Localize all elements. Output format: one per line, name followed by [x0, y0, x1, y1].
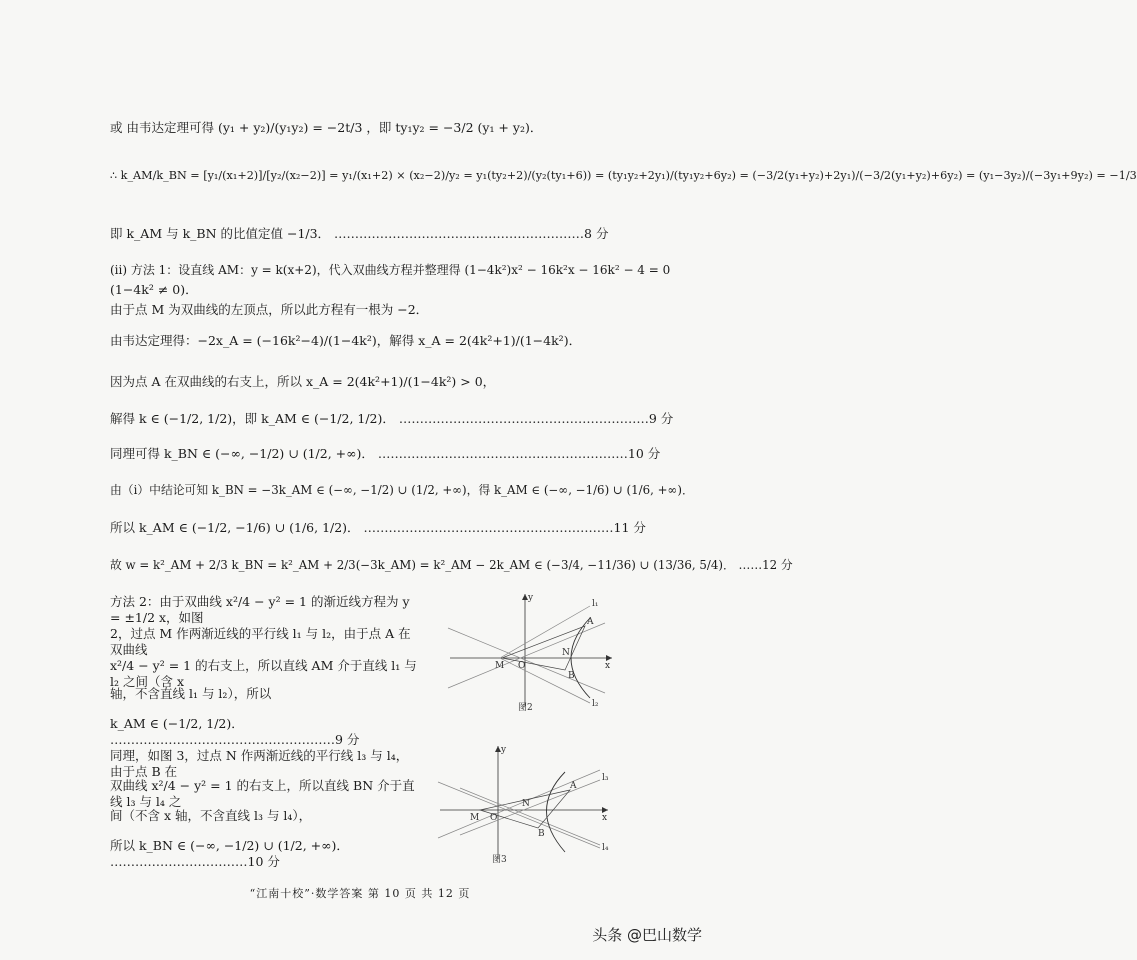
- figure-2-caption: 图2: [518, 703, 533, 713]
- text-line-ratio-constant: 即 k_AM 与 k_BN 的比值定值 −1/3． ……………………………………………………8 分: [110, 226, 609, 241]
- text-line-method2-excluding-3: 间（不含 x 轴，不含直线 l₃ 与 l₄），: [110, 808, 312, 823]
- page-footer: “江南十校”·数学答案 第 10 页 共 12 页: [249, 887, 471, 900]
- text-line-method2-between: x²/4 − y² = 1 的右支上，所以直线 AM 介于直线 l₁ 与 l₂ 之间（含 x: [110, 658, 417, 689]
- text-line-kam-final: 所以 k_AM ∈ (−1/2, −1/6) ∪ (1/6, 1/2)． ……………………………………………………11 分: [110, 520, 646, 535]
- label-y: y: [528, 593, 534, 603]
- label-b: B: [568, 671, 575, 681]
- label-l2: l₂: [592, 699, 599, 709]
- label-l4: l₄: [602, 843, 609, 853]
- label-y: y: [501, 745, 507, 755]
- watermark: 头条 @巴山数学: [592, 926, 702, 944]
- text-line-k-range: 解得 k ∈ (−1/2, 1/2)，即 k_AM ∈ (−1/2, 1/2)． ……………………………………………………9 分: [110, 411, 674, 426]
- label-b: B: [538, 829, 545, 839]
- text-line-condition: (1−4k² ≠ 0)．: [110, 282, 198, 297]
- asymptote-line: [448, 623, 605, 688]
- label-l1: l₁: [592, 599, 599, 609]
- label-n: N: [522, 799, 530, 809]
- label-a: A: [570, 781, 577, 791]
- text-line-conclusion-i: 由（i）中结论可知 k_BN = −3k_AM ∈ (−∞, −1/2) ∪ (1/2, +∞)，得 k_AM ∈ (−∞, −1/6) ∪ (1/6, +∞)．: [110, 483, 694, 497]
- text-line-method2-asymptotes: 方法 2：由于双曲线 x²/4 − y² = 1 的渐近线方程为 y = ±1/2 x，如图: [110, 594, 410, 625]
- label-m: M: [495, 661, 505, 671]
- line-l1: [500, 606, 590, 658]
- asymptote-line: [438, 782, 600, 848]
- label-o: O: [490, 813, 498, 823]
- figure-3-caption: 图3: [492, 855, 507, 865]
- line-l3: [460, 780, 600, 835]
- text-line-right-branch: 因为点 A 在双曲线的右支上，所以 x_A = 2(4k²+1)/(1−4k²) > 0，: [110, 374, 496, 389]
- text-line-left-vertex-root: 由于点 M 为双曲线的左顶点，所以此方程有一根为 −2．: [110, 302, 429, 317]
- label-x: x: [605, 661, 611, 671]
- text-line-method2-fig3: 同理，如图 3，过点 N 作两渐近线的平行线 l₃ 与 l₄，由于点 B 在: [110, 748, 409, 779]
- figure-2: [440, 588, 620, 713]
- text-line-solve-xa: 由韦达定理得：−2x_A = (−16k²−4)/(1−4k²)，解得 x_A = 2(4k²+1)/(1−4k²)．: [110, 333, 582, 348]
- label-o: O: [518, 661, 526, 671]
- label-x: x: [602, 813, 608, 823]
- text-line-kbn-range: 同理可得 k_BN ∈ (−∞, −1/2) ∪ (1/2, +∞)． ……………………………………………………10 分: [110, 446, 661, 461]
- asymptote-line: [448, 628, 605, 693]
- text-line-method2-excluding: 轴，不含直线 l₁ 与 l₂），所以: [110, 686, 272, 701]
- text-line-vieta-relation: 或 由韦达定理可得 (y₁ + y₂)/(y₁y₂) = −2t/3 ，即 ty₁y₂ = −3/2 (y₁ + y₂)．: [110, 120, 543, 135]
- text-line-method2-kbn: 所以 k_BN ∈ (−∞, −1/2) ∪ (1/2, +∞)． ……………………………10 分: [110, 838, 349, 869]
- label-n: N: [562, 648, 570, 658]
- text-line-method2-kam: k_AM ∈ (−1/2, 1/2)． ………………………………………………9 分: [110, 716, 360, 747]
- figure-3: [430, 740, 620, 865]
- label-a: A: [587, 617, 594, 627]
- text-line-method2-parallel: 2，过点 M 作两渐近线的平行线 l₁ 与 l₂，由于点 A 在双曲线: [110, 626, 411, 657]
- label-l3: l₃: [602, 773, 609, 783]
- text-line-slope-ratio: ∴ k_AM/k_BN = [y₁/(x₁+2)]/[y₂/(x₂−2)] = y₁/(x₁+2) × (x₂−2)/y₂ = y₁(ty₂+2)/(y₂(ty₁+6)) = (ty₁y₂+2y₁)/(ty₁y₂+6y₂) = (−3/2(y₁+y₂)+2y₁)/(−3/2(y₁+y₂)+6y₂) = (y₁−3y₂)/(−3y₁+9y₂) = −1/3: [110, 169, 1137, 182]
- text-line-method2-bn-between: 双曲线 x²/4 − y² = 1 的右支上，所以直线 BN 介于直线 l₃ 与 l₄ 之: [110, 778, 415, 809]
- hyperbola-branch: [547, 772, 566, 852]
- line-l4: [460, 788, 600, 845]
- text-line-w-range: 故 w = k²_AM + 2/3 k_BN = k²_AM + 2/3(−3k_AM) = k²_AM − 2k_AM ∈ (−3/4, −11/36) ∪ (13/36, 5/4)． ……12 分: [110, 558, 793, 572]
- label-m: M: [470, 813, 480, 823]
- text-line-method1-setup: (ii) 方法 1：设直线 AM：y = k(x+2)，代入双曲线方程并整理得 (1−4k²)x² − 16k²x − 16k² − 4 = 0: [110, 263, 671, 277]
